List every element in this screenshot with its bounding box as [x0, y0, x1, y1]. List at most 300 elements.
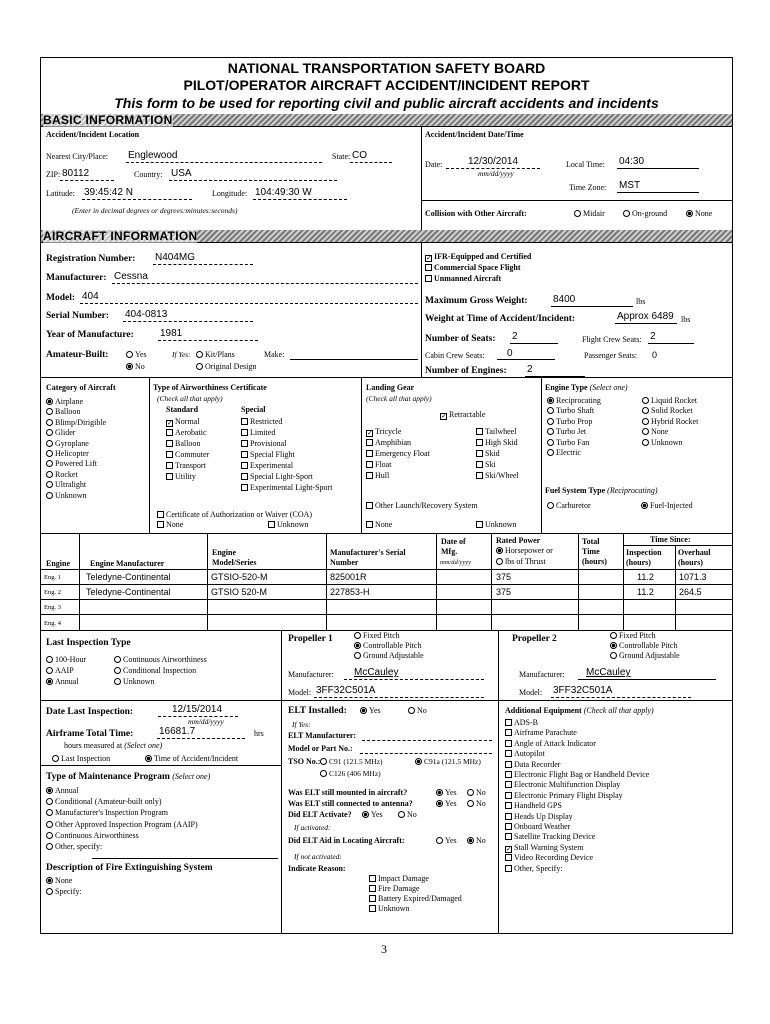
checkbox-icon	[369, 905, 376, 912]
standard-option[interactable]: Utility	[166, 472, 196, 481]
checkbox-icon	[366, 439, 373, 446]
prop2-ground-adjustable[interactable]: Ground Adjustable	[610, 651, 680, 660]
engine-cell-power[interactable]: 375	[496, 587, 512, 598]
checkbox-icon	[166, 451, 173, 458]
state-field[interactable]: CO	[352, 150, 367, 161]
engine-type-option[interactable]: Liquid Rocket	[642, 396, 697, 405]
country-field[interactable]: USA	[171, 168, 192, 179]
radio-icon	[574, 210, 581, 217]
checkbox-icon	[425, 275, 432, 282]
gear-option[interactable]: Ski/Wheel	[476, 471, 519, 480]
checkbox-icon	[241, 451, 248, 458]
flight-crew-field[interactable]: 2	[650, 331, 656, 342]
radio-icon	[46, 471, 53, 478]
radio-icon	[46, 656, 53, 663]
airframe-time-label: Airframe Total Time:	[46, 729, 134, 739]
city-label: Nearest City/Place:	[46, 152, 108, 161]
elt-activate-yes[interactable]: Yes	[362, 810, 383, 819]
prop1-mfr-field[interactable]: McCauley	[354, 667, 399, 678]
radio-icon	[642, 428, 649, 435]
elt-no[interactable]: No	[408, 706, 427, 715]
standard-option[interactable]: Transport	[166, 461, 206, 470]
serial-field[interactable]: 404-0813	[125, 309, 168, 320]
radio-selected-icon	[641, 502, 648, 509]
prop2-controllable[interactable]: Controllable Pitch	[610, 641, 677, 650]
category-option[interactable]: Blimp/Dirigible	[46, 418, 106, 427]
engine-cell-ovh[interactable]: 264.5	[679, 587, 702, 598]
checkbox-icon	[369, 885, 376, 892]
special-option[interactable]: Experimental Light-Sport	[241, 483, 332, 492]
equipment-heading: Additional Equipment (Check all that apply)	[505, 706, 654, 715]
category-option[interactable]: Ultralight	[46, 480, 86, 489]
elt-reason-option[interactable]: Impact Damage	[369, 874, 429, 883]
engine-cell-ovh[interactable]: 1071.3	[679, 572, 707, 582]
radio-icon	[610, 632, 617, 639]
fire-specify[interactable]: Specify:	[46, 887, 82, 896]
gear-option[interactable]: ✓Tricycle	[366, 427, 401, 437]
radio-icon	[642, 439, 649, 446]
category-option[interactable]: Balloon	[46, 407, 80, 416]
airworthiness-hint: (Check all that apply)	[157, 394, 223, 403]
coa-checkbox[interactable]: Certificate of Authorization or Waiver (COA)	[157, 510, 312, 519]
radio-selected-icon	[354, 642, 361, 649]
model-label: Model:	[46, 293, 76, 303]
basic-info-heading: BASIC INFORMATION	[43, 113, 173, 127]
timezone-label: Time Zone:	[569, 183, 607, 192]
equipment-option[interactable]: Airframe Parachute	[505, 728, 577, 737]
elt-connected-no[interactable]: No	[467, 799, 486, 808]
location-heading: Accident/Incident Location	[46, 130, 140, 139]
checkbox-icon	[241, 484, 248, 491]
engine-cell-power[interactable]: 375	[496, 572, 512, 582]
maintenance-option[interactable]: Continuous Airworthiness	[46, 831, 139, 840]
radio-icon	[467, 800, 474, 807]
radio-selected-icon	[46, 787, 53, 794]
radio-selected-icon	[436, 800, 443, 807]
cabin-crew-field[interactable]: 0	[507, 348, 513, 359]
unmanned-checkbox[interactable]: Unmanned Aircraft	[425, 274, 501, 283]
prop1-fixed[interactable]: Fixed Pitch	[354, 631, 400, 640]
maintenance-option[interactable]: Manufacturer's Inspection Program	[46, 808, 168, 817]
radio-selected-icon	[496, 547, 503, 554]
elt-reason-option[interactable]: Unknown	[369, 904, 410, 913]
elt-activate-no[interactable]: No	[398, 810, 417, 819]
radio-icon	[398, 811, 405, 818]
engine-type-option[interactable]: Turbo Prop	[547, 417, 592, 426]
seats-field[interactable]: 2	[512, 331, 518, 342]
checkbox-icon	[476, 439, 483, 446]
prop2-mfr-label: Manufacturer:	[519, 670, 565, 679]
power-hp[interactable]: Horsepower or	[496, 546, 553, 555]
special-option[interactable]: Special Flight	[241, 450, 295, 459]
checkbox-icon	[166, 462, 173, 469]
equipment-option[interactable]: Heads Up Display	[505, 812, 573, 821]
longitude-field[interactable]: 104:49:30 W	[255, 187, 312, 198]
checkbox-icon	[505, 729, 512, 736]
engine-cell-serial[interactable]: 825001R	[330, 572, 367, 582]
category-option[interactable]: Glider	[46, 428, 75, 437]
city-field[interactable]: Englewood	[128, 150, 178, 161]
max-gross-weight-label: Maximum Gross Weight:	[425, 296, 528, 306]
radio-icon	[467, 789, 474, 796]
radio-icon	[46, 809, 53, 816]
measured-last-inspection[interactable]: Last Inspection	[52, 754, 110, 763]
form-title: NATIONAL TRANSPORTATION SAFETY BOARD	[227, 60, 546, 76]
radio-icon	[436, 837, 443, 844]
radio-selected-icon	[686, 210, 693, 217]
checkbox-icon	[505, 781, 512, 788]
engine-cell-mfr[interactable]: Teledyne-Continental	[86, 572, 171, 582]
engine-cell-model[interactable]: GTSIO 520-M	[211, 587, 268, 598]
tso-c126[interactable]: C126 (406 MHz)	[320, 769, 381, 778]
radio-icon	[46, 492, 53, 499]
collision-on-ground[interactable]: On-ground	[623, 209, 667, 218]
checkbox-icon	[166, 473, 173, 480]
tso-c91[interactable]: C91 (121.5 MHz)	[320, 757, 383, 766]
ifr-checkbox[interactable]: ✓IFR-Equipped and Certified	[425, 252, 531, 262]
insp-annual[interactable]: Annual	[46, 677, 79, 686]
collision-midair[interactable]: Midair	[574, 209, 605, 218]
insp-unknown[interactable]: Unknown	[114, 677, 155, 686]
radio-icon	[52, 755, 59, 762]
special-option[interactable]: Special Light-Sport	[241, 472, 313, 481]
gear-option[interactable]: Skid	[476, 449, 500, 458]
category-option[interactable]: Helicopter	[46, 449, 89, 458]
equipment-option[interactable]: ADS-B	[505, 718, 538, 727]
radio-icon	[642, 407, 649, 414]
radio-icon	[46, 481, 53, 488]
gear-other[interactable]: Other Launch/Recovery System	[366, 501, 478, 510]
col-time-since: Time Since:	[650, 535, 691, 544]
col-total-time: Total Time (hours)	[582, 537, 607, 566]
special-option[interactable]: Restricted	[241, 417, 282, 426]
model-field[interactable]: 404	[82, 291, 99, 302]
engines-count-label: Number of Engines:	[425, 366, 507, 376]
engine-cell-insp[interactable]: 11.2	[637, 587, 654, 598]
elt-model-label: Model or Part No.:	[288, 744, 353, 753]
equipment-option[interactable]: Data Recorder	[505, 760, 560, 769]
radio-selected-icon	[46, 678, 53, 685]
gear-option[interactable]: Float	[366, 460, 391, 469]
year-field[interactable]: 1981	[160, 328, 183, 339]
equipment-option[interactable]: Electronic Primary Flight Display	[505, 791, 623, 800]
prop1-controllable[interactable]: Controllable Pitch	[354, 641, 421, 650]
radio-icon	[126, 351, 133, 358]
weight-at-accident-field[interactable]: Approx 6489	[617, 311, 674, 322]
maintenance-option[interactable]: Other, specify:	[46, 842, 102, 851]
checkbox-selected-icon	[505, 846, 512, 853]
aw-unknown-checkbox[interactable]: Unknown	[268, 520, 309, 529]
radio-icon	[196, 351, 203, 358]
latitude-label: Latitude:	[46, 189, 75, 198]
gear-retractable[interactable]: ✓Retractable	[440, 410, 485, 420]
max-gross-weight-field[interactable]: 8400	[553, 294, 576, 305]
maintenance-option[interactable]: Conditional (Amateur-built only)	[46, 797, 162, 806]
radio-icon	[196, 363, 203, 370]
radio-selected-icon	[467, 837, 474, 844]
gear-unknown[interactable]: Unknown	[476, 520, 517, 529]
col-serial: Manufacturer's Serial Number	[330, 548, 406, 567]
checkbox-icon	[505, 802, 512, 809]
special-option[interactable]: Limited	[241, 428, 275, 437]
zip-label: ZIP:	[46, 170, 61, 179]
maintenance-option[interactable]: Annual	[46, 786, 79, 795]
checkbox-icon	[366, 450, 373, 457]
equipment-option[interactable]: Autopilot	[505, 749, 545, 758]
country-label: Country:	[134, 170, 163, 179]
amateur-if-yes: If Yes:	[172, 350, 191, 359]
amateur-kit-plans[interactable]: Kit/Plans	[196, 350, 235, 359]
radio-icon	[114, 656, 121, 663]
elt-connected-yes[interactable]: Yes	[436, 799, 457, 808]
engine-type-option[interactable]: Solid Rocket	[642, 406, 693, 415]
elt-mounted-q: Was ELT still mounted in aircraft?	[288, 788, 408, 797]
checkbox-checked-icon	[425, 255, 432, 262]
insp-aaip[interactable]: AAIP	[46, 666, 74, 675]
checkbox-icon	[505, 719, 512, 726]
standard-option[interactable]: Aerobatic	[166, 428, 207, 437]
prop1-mfr-label: Manufacturer:	[288, 670, 334, 679]
radio-icon	[642, 397, 649, 404]
manufacturer-label: Manufacturer:	[46, 273, 107, 283]
last-inspection-date-field[interactable]: 12/15/2014	[172, 704, 223, 715]
radio-selected-icon	[46, 398, 53, 405]
checkbox-icon	[241, 473, 248, 480]
checkbox-icon	[476, 428, 483, 435]
radio-selected-icon	[415, 758, 422, 765]
col-date-mfg: Date of Mfg.	[441, 537, 466, 556]
radio-icon	[114, 667, 121, 674]
radio-icon	[408, 707, 415, 714]
engine-cell-eng: Eng. 3	[44, 604, 61, 612]
checkbox-icon	[505, 792, 512, 799]
special-option[interactable]: Provisional	[241, 439, 286, 448]
insp-conditional[interactable]: Conditional Inspection	[114, 666, 196, 675]
prop2-mfr-field[interactable]: McCauley	[586, 667, 631, 678]
equipment-option[interactable]: ✓Stall Warning System	[505, 843, 583, 853]
engine-type-heading: Engine Type (Select one)	[545, 383, 628, 392]
amateur-original-design[interactable]: Original Design	[196, 362, 256, 371]
engines-count-field[interactable]: 2	[527, 364, 533, 375]
time-field[interactable]: 04:30	[619, 156, 645, 167]
category-option[interactable]: Gyroplane	[46, 439, 89, 448]
checkbox-icon	[476, 461, 483, 468]
fuel-injected[interactable]: Fuel-Injected	[641, 501, 693, 510]
equipment-option[interactable]: Electronic Flight Bag or Handheld Device	[505, 770, 649, 779]
col-date-hint: mm/dd/yyyy	[440, 559, 472, 566]
radio-selected-icon	[360, 707, 367, 714]
commercial-space-checkbox[interactable]: Commercial Space Flight	[425, 263, 521, 272]
coord-hint: (Enter in decimal degrees or degrees:minutes:seconds)	[72, 206, 238, 215]
checkbox-icon	[366, 472, 373, 479]
radio-icon	[547, 428, 554, 435]
standard-option[interactable]: Commuter	[166, 450, 209, 459]
aircraft-info-heading: AIRCRAFT INFORMATION	[43, 229, 198, 243]
engine-type-option[interactable]: Turbo Fan	[547, 438, 589, 447]
gear-option[interactable]: Ski	[476, 460, 496, 469]
propeller-2-heading: Propeller 2	[512, 634, 557, 644]
amateur-yes[interactable]: Yes	[126, 350, 147, 359]
prop2-model-field[interactable]: 3FF32C501A	[553, 685, 613, 696]
standard-option[interactable]: Balloon	[166, 439, 200, 448]
special-option[interactable]: Experimental	[241, 461, 293, 470]
radio-icon	[46, 419, 53, 426]
maintenance-option[interactable]: Other Approved Inspection Program (AAIP)	[46, 820, 198, 829]
elt-mounted-yes[interactable]: Yes	[436, 788, 457, 797]
engine-type-option[interactable]: Unknown	[642, 438, 683, 447]
checkbox-icon	[505, 761, 512, 768]
radio-selected-icon	[145, 755, 152, 762]
gear-option[interactable]: Amphibian	[366, 438, 411, 447]
elt-mounted-no[interactable]: No	[467, 788, 486, 797]
checkbox-icon	[425, 264, 432, 271]
engine-cell-eng: Eng. 4	[44, 619, 61, 627]
category-option[interactable]: Powered Lift	[46, 459, 97, 468]
insp-continuous[interactable]: Continuous Airworthiness	[114, 655, 207, 664]
radio-icon	[46, 843, 53, 850]
flight-crew-label: Flight Crew Seats:	[582, 335, 642, 344]
seats-label: Number of Seats:	[425, 334, 496, 344]
col-engine: Engine	[46, 559, 71, 568]
radio-selected-icon	[46, 877, 53, 884]
checkbox-icon	[369, 875, 376, 882]
equipment-option[interactable]: Video Recording Device	[505, 853, 593, 862]
engine-type-option[interactable]: Hybrid Rocket	[642, 417, 698, 426]
date-field[interactable]: 12/30/2014	[468, 156, 519, 167]
elt-yes[interactable]: Yes	[360, 706, 381, 715]
elt-aid-no[interactable]: No	[467, 836, 486, 845]
gear-none[interactable]: None	[366, 520, 392, 529]
radio-icon	[46, 460, 53, 467]
radio-selected-icon	[126, 363, 133, 370]
passenger-seats-field[interactable]: 0	[652, 350, 658, 360]
radio-icon	[642, 418, 649, 425]
radio-icon	[547, 407, 554, 414]
checkbox-icon	[157, 521, 164, 528]
radio-selected-icon	[436, 789, 443, 796]
measured-at-label: hours measured at (Select one)	[64, 741, 163, 750]
gear-option[interactable]: Emergency Float	[366, 449, 430, 458]
passenger-seats-label: Passenger Seats:	[584, 351, 638, 360]
checkbox-selected-icon	[366, 430, 373, 437]
elt-aid-yes[interactable]: Yes	[436, 836, 457, 845]
engine-type-option[interactable]: Turbo Shaft	[547, 406, 594, 415]
elt-activate-q: Did ELT Activate?	[288, 810, 352, 819]
date-hint: mm/dd/yyyy	[478, 169, 514, 178]
checkbox-icon	[505, 854, 512, 861]
aw-none-checkbox[interactable]: None	[157, 520, 183, 529]
page-number: 3	[381, 942, 387, 956]
engine-type-option[interactable]: None	[642, 427, 668, 436]
gear-option[interactable]: Tailwheel	[476, 427, 516, 436]
elt-reason-option[interactable]: Fire Damage	[369, 884, 420, 893]
checkbox-icon	[366, 502, 373, 509]
checkbox-icon	[369, 895, 376, 902]
prop1-ground-adjustable[interactable]: Ground Adjustable	[354, 651, 424, 660]
checkbox-icon	[241, 462, 248, 469]
radio-icon	[496, 558, 503, 565]
latitude-field[interactable]: 39:45:42 N	[84, 187, 133, 198]
gear-option[interactable]: Hull	[366, 471, 389, 480]
engine-type-option[interactable]: Turbo Jet	[547, 427, 586, 436]
longitude-label: Longitude:	[212, 189, 248, 198]
equipment-option[interactable]: Angle of Attack Indicator	[505, 739, 596, 748]
power-thrust[interactable]: lbs of Thrust	[496, 557, 546, 566]
airframe-time-field[interactable]: 16681.7	[159, 726, 196, 737]
checkbox-icon	[505, 750, 512, 757]
engine-type-option[interactable]: Electric	[547, 448, 581, 457]
engine-cell-serial[interactable]: 227853-H	[330, 587, 370, 598]
state-label: State:	[332, 152, 351, 161]
manufacturer-field[interactable]: Cessna	[114, 271, 148, 282]
last-inspection-date-label: Date Last Inspection:	[46, 707, 134, 717]
radio-icon	[46, 667, 53, 674]
equipment-option[interactable]: Other, Specify:	[505, 864, 563, 873]
collision-none[interactable]: None	[686, 209, 712, 218]
gear-option[interactable]: High Skid	[476, 438, 518, 447]
category-option[interactable]: Unknown	[46, 491, 87, 500]
engine-cell-model[interactable]: GTSIO-520-M	[211, 572, 268, 582]
aircraft-info-band	[41, 230, 732, 243]
equipment-option[interactable]: Handheld GPS	[505, 801, 562, 810]
amateur-label: Amateur-Built:	[46, 350, 109, 360]
equipment-option[interactable]: Electronic Multifunction Display	[505, 780, 620, 789]
col-overhaul: Overhaul (hours)	[678, 548, 711, 567]
elt-mfr-label: ELT Manufacturer:	[288, 731, 357, 740]
serial-label: Serial Number:	[46, 311, 110, 321]
mgw-lbs: lbs	[636, 297, 646, 306]
checkbox-icon	[157, 511, 164, 518]
engine-cell-mfr[interactable]: Teledyne-Continental	[86, 587, 171, 598]
checkbox-icon	[505, 813, 512, 820]
engine-cell-insp[interactable]: 11.2	[637, 572, 654, 582]
weight-at-accident-label: Weight at Time of Accident/Incident:	[425, 314, 576, 324]
category-option[interactable]: Rocket	[46, 470, 78, 479]
elt-aid-q: Did ELT Aid in Locating Aircraft:	[288, 836, 405, 845]
inspection-date-hint: mm/dd/yyyy	[188, 717, 224, 726]
date-label: Date:	[425, 160, 443, 169]
checkbox-icon	[166, 429, 173, 436]
engine-type-option[interactable]: Reciprocating	[547, 396, 601, 405]
radio-icon	[46, 429, 53, 436]
zip-field[interactable]: 80112	[62, 168, 90, 179]
elt-reason-option[interactable]: Battery Expired/Damaged	[369, 894, 462, 903]
radio-icon	[46, 408, 53, 415]
fire-none[interactable]: None	[46, 876, 72, 885]
checkbox-icon	[241, 440, 248, 447]
tso-c91a[interactable]: C91a (121.5 MHz)	[415, 757, 481, 766]
registration-field[interactable]: N404MG	[155, 252, 196, 263]
radio-icon	[354, 632, 361, 639]
registration-label: Registration Number:	[46, 254, 136, 264]
prop1-model-field[interactable]: 3FF32C501A	[316, 685, 376, 696]
equipment-option[interactable]: Onboard Weather	[505, 822, 570, 831]
prop2-fixed[interactable]: Fixed Pitch	[610, 631, 656, 640]
radio-icon	[547, 439, 554, 446]
category-heading: Category of Aircraft	[46, 383, 116, 392]
category-option[interactable]: Airplane	[46, 397, 83, 406]
fuel-carburetor[interactable]: Carburetor	[547, 501, 591, 510]
standard-option[interactable]: ✓Normal	[166, 417, 199, 427]
amateur-no[interactable]: No	[126, 362, 145, 371]
equipment-option[interactable]: Satellite Tracking Device	[505, 832, 595, 841]
radio-icon	[46, 450, 53, 457]
radio-icon	[320, 758, 327, 765]
insp-100-hour[interactable]: 100-Hour	[46, 655, 86, 664]
measured-time-of-accident[interactable]: Time of Accident/Incident	[145, 754, 238, 763]
checkbox-icon	[366, 461, 373, 468]
timezone-field[interactable]: MST	[619, 180, 641, 191]
